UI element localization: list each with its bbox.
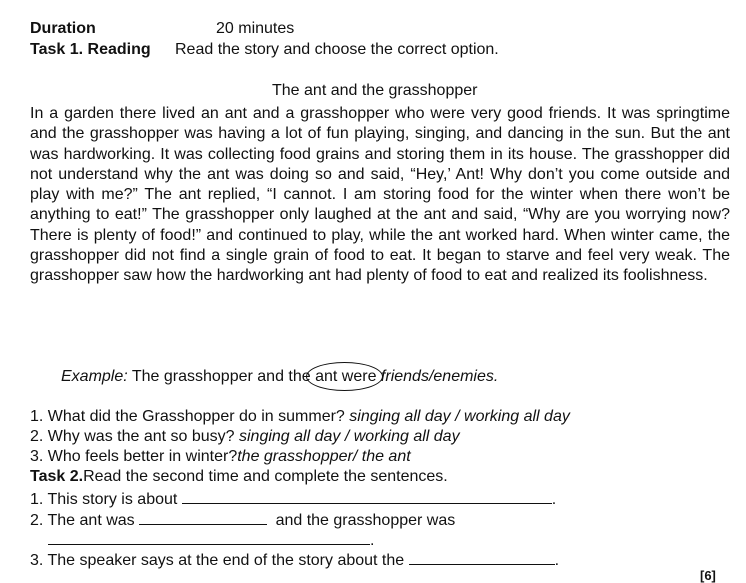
sentence-3-blank[interactable] (409, 550, 555, 565)
example-text: The grasshopper and the ant were (131, 368, 377, 385)
task1-instruction: Read the story and choose the correct option. (175, 41, 499, 58)
example-options: friends/enemies. (380, 368, 499, 385)
sentence-3 (30, 550, 559, 570)
story-text: In a garden there lived an ant and a grasshopper who were very good friends. It was springtime and the grasshopper was having a lot of fun playing, singing, and dancing in the sun. But the ant was hardworking. It was collecting food grains and storing them in its house. The grasshopper did not understand why the ant was doing so and said, “Hey,’ Ant! Why don’t you come outside and play with me?” The ant replied, “I cannot. I am storing food for the winter when there won’t be anything to eat!” The grasshopper only laughed at the ant and said, “Why are you worrying now? There is plenty of food!” and continued to play, while the ant worked hard. When winter came, the grasshopper did not find a single grain of food to eat. It began to starve and feel very weak. The grasshopper saw how the hardworking ant had plenty of food to eat and realized its foolishness. (30, 105, 730, 285)
score-mark: [6] (700, 568, 716, 583)
question-1-text: 1. What did the Grasshopper do in summer? (30, 408, 345, 425)
sentence-1 (30, 489, 556, 509)
sentence-2 (30, 510, 455, 530)
question-2-options: singing all day / working all day (239, 428, 460, 445)
duration-value: 20 minutes (216, 20, 295, 37)
sentence-2-text-b: and the grasshopper was (275, 512, 456, 529)
duration-label: Duration (30, 20, 96, 37)
question-3-options: the grasshopper/ the ant (237, 448, 411, 465)
sentence-1-end: . (551, 491, 557, 508)
question-3-text: 3. Who feels better in winter? (30, 448, 238, 465)
sentence-3-end: . (554, 552, 560, 569)
sentence-3-text: 3. The speaker says at the end of the story about the (30, 552, 405, 569)
task2-label: Task 2. (30, 468, 84, 485)
sentence-2-end: . (370, 532, 375, 549)
question-1-options: singing all day / working all day (349, 408, 570, 425)
sentence-2-blank-1[interactable] (139, 510, 267, 525)
question-1 (30, 408, 570, 426)
sentence-1-blank[interactable] (182, 489, 552, 504)
question-3 (30, 448, 411, 466)
example-line (61, 368, 498, 386)
question-2-text: 2. Why was the ant so busy? (30, 428, 235, 445)
answer-circle (306, 362, 383, 391)
task1-label: Task 1. Reading (30, 41, 151, 58)
question-2 (30, 428, 460, 446)
example-label: Example: (61, 368, 128, 385)
sentence-2-continuation (48, 530, 374, 550)
sentence-2-text-a: 2. The ant was (30, 512, 135, 529)
task2-instruction: Read the second time and complete the sentences. (83, 468, 448, 485)
sentence-1-text: 1. This story is about (30, 491, 178, 508)
sentence-2-blank-2[interactable] (48, 530, 370, 545)
story-title: The ant and the grasshopper (272, 82, 478, 99)
task2-header (30, 468, 448, 486)
